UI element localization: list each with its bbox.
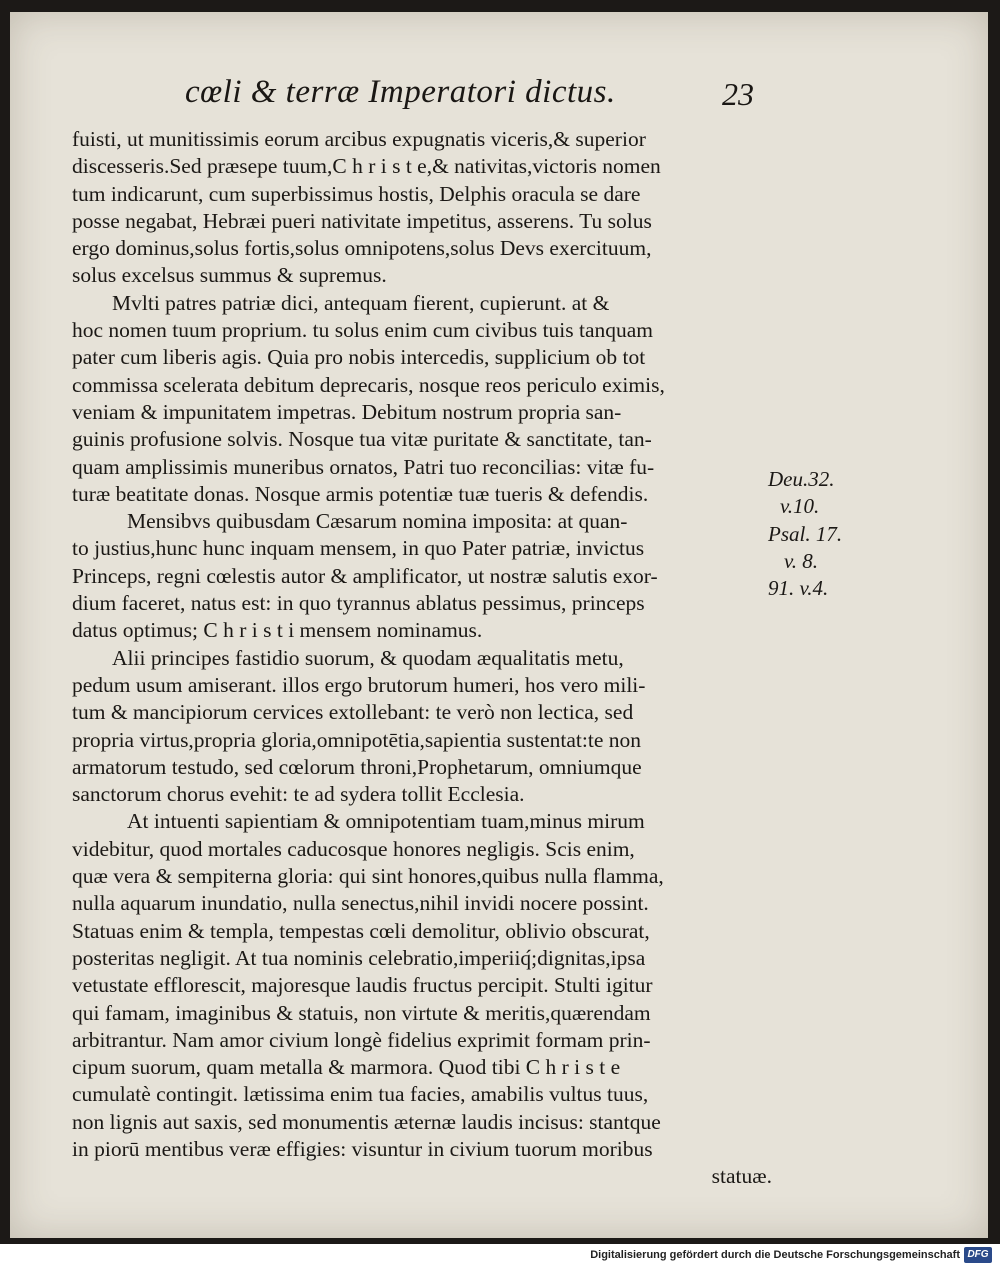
margin-note: v.10. <box>780 494 820 519</box>
margin-notes <box>768 466 868 602</box>
text-line: propria virtus,propria gloria,omnipotētia,sapientia sustentat:te non <box>72 727 642 752</box>
text-line: pater cum liberis agis. Quia pro nobis intercedis, supplicium ob tot <box>72 345 646 370</box>
text-line: turæ beatitate donas. Nosque armis potentiæ tuæ tueris & defendis. <box>72 481 649 506</box>
text-line: Alii principes fastidio suorum, & quodam æqualitatis metu, <box>112 645 624 670</box>
text-line: veniam & impunitatem impetras. Debitum nostrum propria san- <box>72 399 622 424</box>
text-line: non lignis aut saxis, sed monumentis æternæ laudis incisus: stantque <box>72 1109 661 1134</box>
text-line: posse negabat, Hebræi pueri nativitate impetitus, asserens. Tu solus <box>72 208 652 233</box>
margin-note: Psal. 17. <box>768 521 843 546</box>
text-line: nulla aquarum inundatio, nulla senectus,nihil invidi nocere possint. <box>72 891 649 916</box>
body-text <box>72 126 772 1191</box>
text-line: videbitur, quod mortales caducosque honores negligis. Scis enim, <box>72 836 635 861</box>
text-line: hoc nomen tuum proprium. tu solus enim cum civibus tuis tanquam <box>72 318 654 343</box>
text-line: datus optimus; C h r i s t i mensem nominamus. <box>72 618 483 643</box>
book-page <box>10 12 988 1238</box>
text-line: arbitrantur. Nam amor civium longè fidelius exprimit formam prin- <box>72 1027 651 1052</box>
text-line: quæ vera & sempiterna gloria: qui sint honores,quibus nulla flamma, <box>72 864 664 889</box>
text-line: At intuenti sapientiam & omnipotentiam tuam,minus mirum <box>127 809 645 834</box>
text-line: guinis profusione solvis. Nosque tua vitæ puritate & sanctitate, tan- <box>72 427 652 452</box>
text-line: cipum suorum, quam metalla & marmora. Quod tibi C h r i s t e <box>72 1055 621 1080</box>
text-line: cumulatè contingit. lætissima enim tua facies, amabilis vultus tuus, <box>72 1082 649 1107</box>
text-line: dium faceret, natus est: in quo tyrannus ablatus pessimus, princeps <box>72 591 645 616</box>
dfg-logo-icon: DFG <box>964 1247 992 1263</box>
text-line: qui famam, imaginibus & statuis, non virtute & meritis,quærendam <box>72 1000 651 1025</box>
text-line: in piorū mentibus veræ effigies: visuntur in civium tuorum moribus <box>72 1136 653 1161</box>
text-line: to justius,hunc hunc inquam mensem, in quo Pater patriæ, invictus <box>72 536 645 561</box>
text-line: pedum usum amiserant. illos ergo brutorum humeri, hos vero mili- <box>72 672 646 697</box>
text-line: solus excelsus summus & supremus. <box>72 263 387 288</box>
text-line: tum indicarunt, cum superbissimus hostis, Delphis oracula se dare <box>72 181 641 206</box>
text-line: discesseris.Sed præsepe tuum,C h r i s t e,& nativitas,victoris nomen <box>72 154 661 179</box>
text-line: Statuas enim & templa, tempestas cœli demolitur, oblivio obscurat, <box>72 918 650 943</box>
text-line: quam amplissimis muneribus ornatos, Patri tuo reconcilias: vitæ fu- <box>72 454 655 479</box>
text-line: fuisti, ut munitissimis eorum arcibus expugnatis viceris,& superior <box>72 127 646 151</box>
text-line: tum & mancipiorum cervices extollebant: te verò non lectica, sed <box>72 700 634 725</box>
text-line: vetustate efflorescit, majoresque laudis fructus percipit. Stulti igitur <box>72 973 653 998</box>
footer-bar <box>0 1244 1000 1268</box>
text-line: posteritas negligit. At tua nominis celebratio,imperiiq́;dignitas,ipsa <box>72 945 646 970</box>
margin-note: v. 8. <box>784 548 819 573</box>
margin-note: Deu.32. <box>768 467 835 491</box>
running-head <box>10 74 988 124</box>
text-line: Mvlti patres patriæ dici, antequam fierent, cupierunt. at & <box>112 290 610 315</box>
text-line: sanctorum chorus evehit: te ad sydera tollit Ecclesia. <box>72 782 525 807</box>
text-line: commissa scelerata debitum deprecaris, nosque reos periculo eximis, <box>72 372 665 397</box>
running-head-title: cœli & terræ Imperatori dictus. <box>185 74 616 110</box>
text-line: ergo dominus,solus fortis,solus omnipotens,solus Devs exercituum, <box>72 236 652 261</box>
funding-credit: Digitalisierung gefördert durch die Deutsche Forschungsgemeinschaft <box>590 1249 960 1261</box>
page-number: 23 <box>722 76 754 112</box>
text-line: Princeps, regni cœlestis autor & amplificator, ut nostræ salutis exor- <box>72 563 658 588</box>
margin-note: 91. v.4. <box>768 576 829 601</box>
text-line: armatorum testudo, sed cœlorum throni,Prophetarum, omniumque <box>72 754 642 779</box>
text-line: Mensibvs quibusdam Cæsarum nomina imposita: at quan- <box>127 509 628 534</box>
text-line: statuæ. <box>711 1164 772 1189</box>
